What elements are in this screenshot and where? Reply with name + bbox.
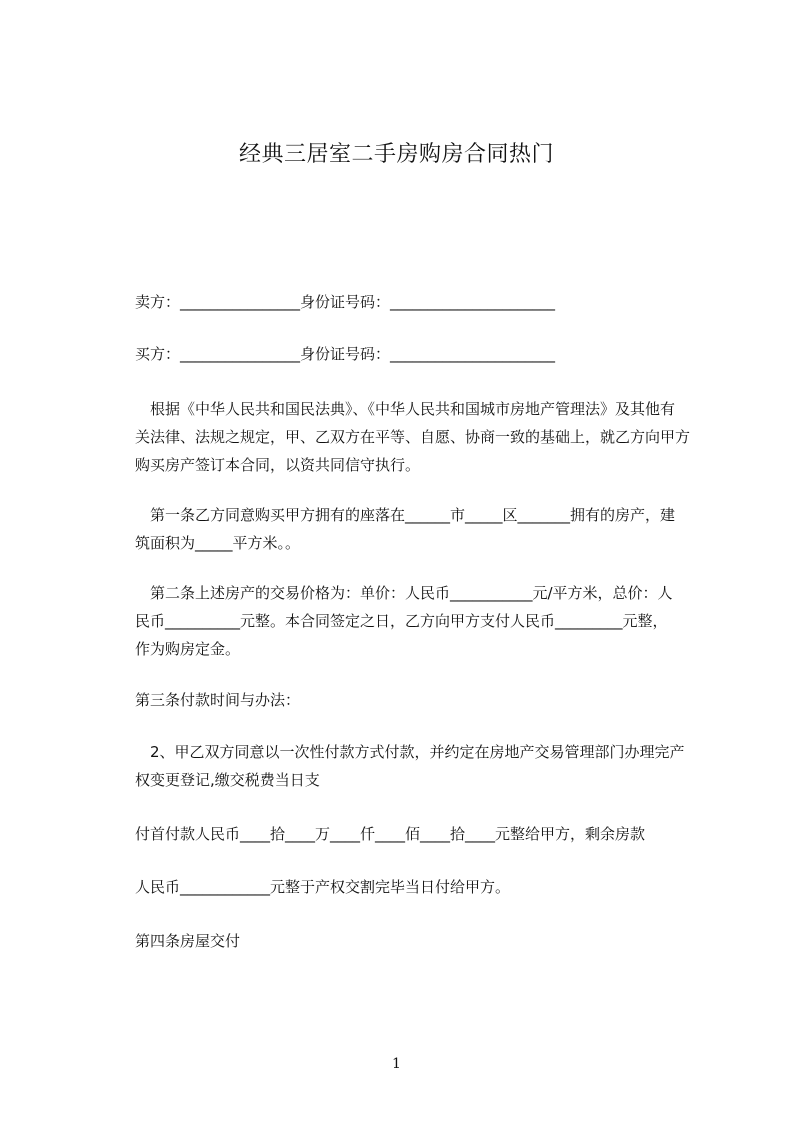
- article-3-clause: [135, 738, 705, 794]
- buyer-line-text: 买方：________________身份证号码：______________________: [135, 345, 556, 363]
- seller-line: [135, 288, 705, 316]
- preamble-paragraph: [135, 395, 705, 479]
- preamble-line: 根据《中华人民共和国民法典》、《中华人民共和国城市房地产管理法》及其他有: [135, 400, 676, 418]
- article-3-clause-line: 2、甲乙双方同意以一次性付款方式付款，并约定在房地产交易管理部门办理完产: [135, 743, 685, 761]
- article-1-line: 第一条乙方同意购买甲方拥有的座落在______市_____区_______拥有的房产，建: [135, 506, 676, 524]
- article-2-line: 民币__________元整。本合同签定之日，乙方向甲方支付人民币_________元整，: [135, 612, 668, 630]
- preamble-line: 关法律、法规之规定，甲、乙双方在平等、自愿、协商一致的基础上，就乙方向甲方: [135, 428, 691, 446]
- buyer-line: [135, 340, 705, 368]
- article-4-heading-text: 第四条房屋交付: [135, 932, 241, 950]
- article-1-line: 筑面积为_____平方米。。: [135, 534, 301, 552]
- article-3-payment-rest: [135, 873, 705, 901]
- article-2-line: 作为购房定金。: [135, 640, 241, 658]
- article-4-heading: [135, 927, 705, 955]
- article-2-paragraph: [135, 579, 705, 663]
- article-3-heading: [135, 686, 705, 714]
- article-1-paragraph: [135, 501, 705, 557]
- article-3-clause-line: 权变更登记,缴交税费当日支: [135, 771, 320, 789]
- article-3-heading-text: 第三条付款时间与办法：: [135, 691, 301, 709]
- seller-line-text: 卖方：________________身份证号码：______________________: [135, 293, 556, 311]
- preamble-line: 购买房产签订本合同，以资共同信守执行。: [135, 456, 421, 474]
- article-3-payment-first: [135, 820, 705, 848]
- page-number: 1: [392, 1056, 401, 1072]
- article-3-payment-first-text: 付首付款人民币____拾____万____仟____佰____拾____元整给甲方，剩余房款: [135, 825, 646, 843]
- article-3-payment-rest-text: 人民币____________元整于产权交割完毕当日付给甲方。: [135, 878, 511, 896]
- article-2-line: 第二条上述房产的交易价格为：单价：人民币___________元/平方米，总价：人: [135, 584, 673, 602]
- document-title: 经典三居室二手房购房合同热门: [238, 142, 554, 167]
